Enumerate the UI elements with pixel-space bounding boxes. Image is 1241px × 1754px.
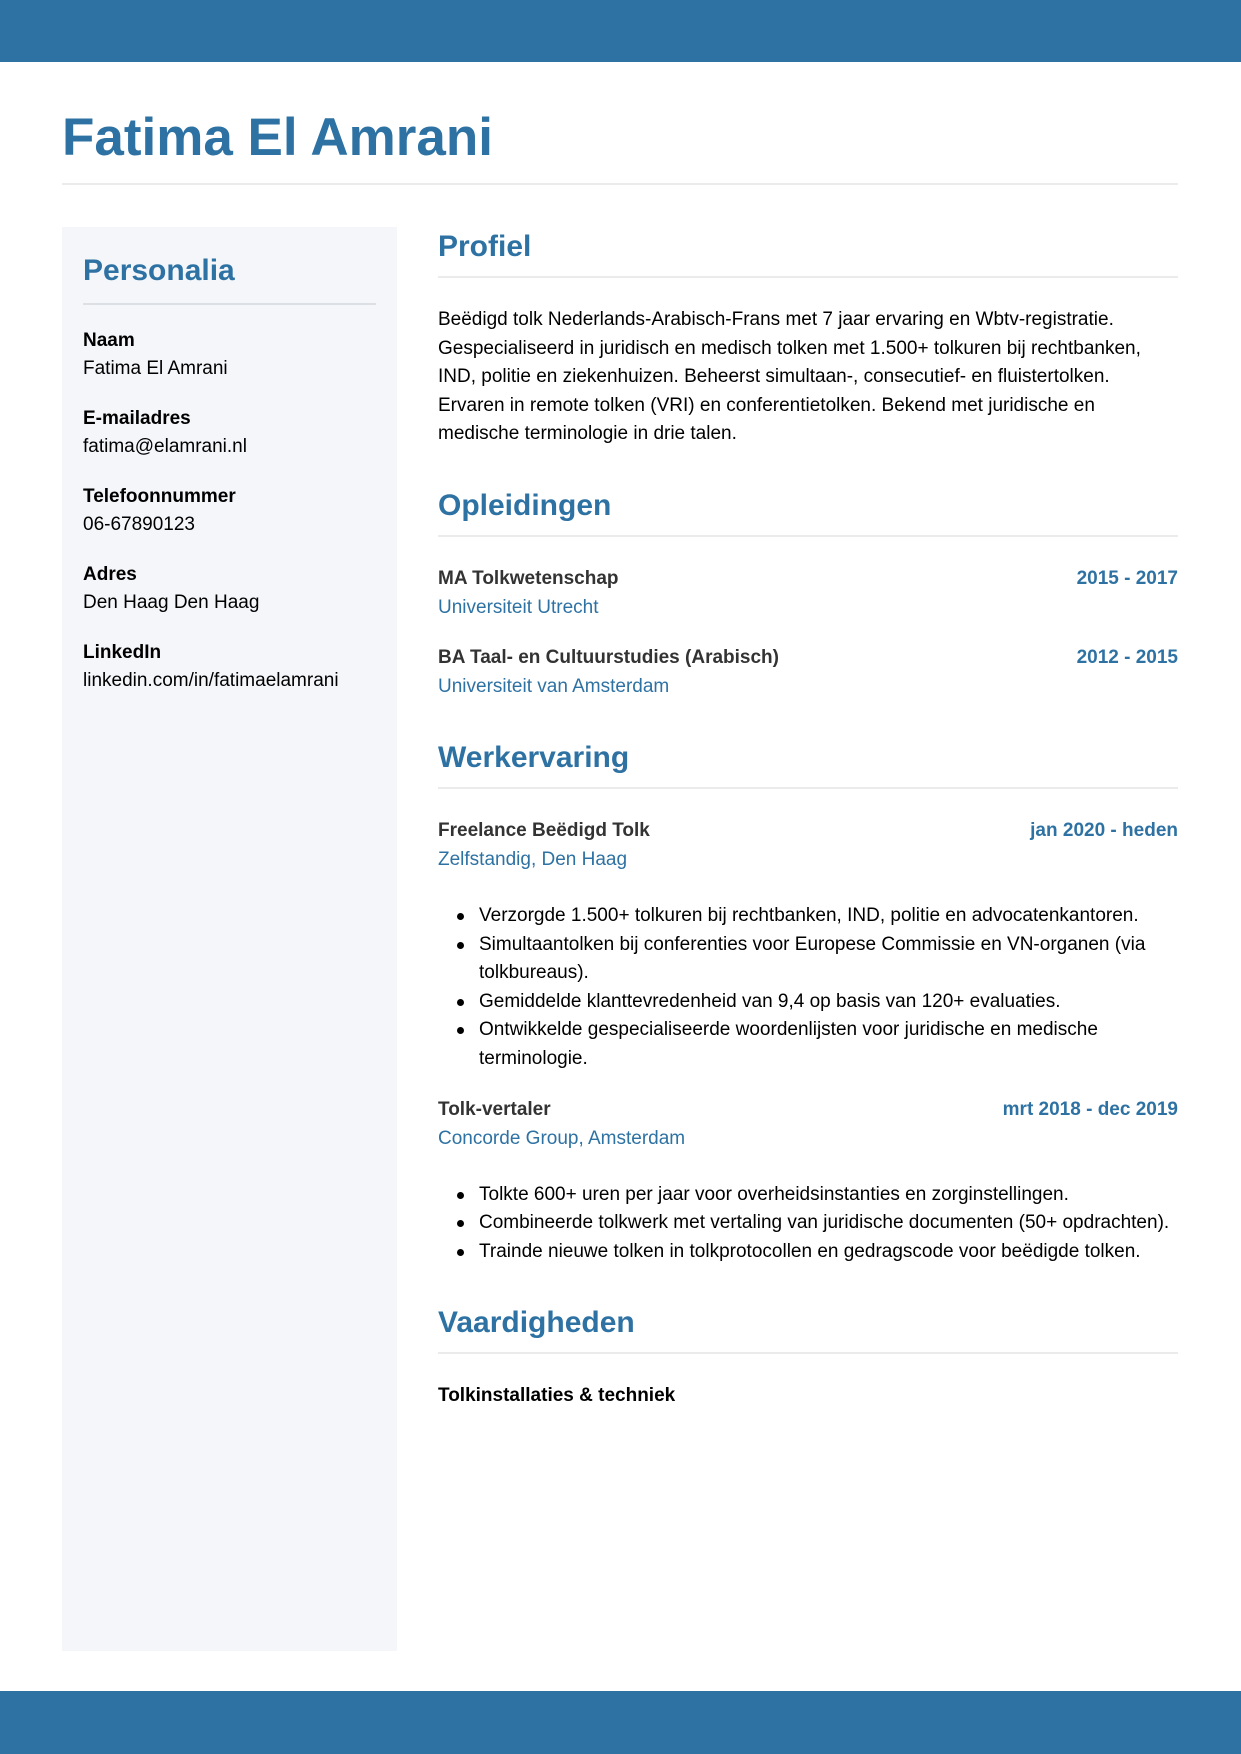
achievement-list <box>438 1181 1178 1267</box>
field-phone <box>83 483 376 539</box>
entry-dates: 2015 - 2017 <box>1076 567 1178 589</box>
field-label: Naam <box>83 330 135 351</box>
list-item <box>438 1181 1178 1210</box>
bullet-icon <box>457 1220 464 1227</box>
page-title: Fatima El Amrani <box>62 108 493 167</box>
profile-text: Beëdigd tolk Nederlands-Arabisch-Frans met 7 jaar ervaring en Wbtv-registratie. Gespecialiseerd in juridisch en medisch tolken met 1.500+ tolkuren bij rechtbanken, IND, politie en ziekenhuizen. Beheerst simultaan-, consecutief- en fluistertolken. Ervaren in remote tolken (VRI) en conferentietolken. Bekend met juridische en medische terminologie in drie talen. <box>438 309 1141 445</box>
bullet-text: Gemiddelde klanttevredenheid van 9,4 op basis van 120+ evaluaties. <box>479 990 1061 1012</box>
footer-band <box>0 1691 1241 1754</box>
achievement-list <box>438 902 1178 1074</box>
field-value: Fatima El Amrani <box>83 358 228 379</box>
section-skills <box>438 1298 1178 1410</box>
entry-title: Tolk-vertaler <box>438 1098 551 1120</box>
education-entry <box>438 565 1178 622</box>
bullet-icon <box>457 1192 464 1199</box>
entry-title: MA Tolkwetenschap <box>438 567 619 589</box>
sidebar-divider <box>83 303 376 305</box>
phone-value: 06-67890123 <box>83 514 195 535</box>
entry-institution: Universiteit Utrecht <box>438 596 599 618</box>
field-label: Adres <box>83 564 137 585</box>
sidebar-heading: Personalia <box>83 254 235 287</box>
section-heading: Profiel <box>438 230 532 263</box>
bullet-icon <box>457 999 464 1006</box>
list-item <box>438 1209 1178 1238</box>
bullet-icon <box>457 942 464 949</box>
entry-employer: Zelfstandig, Den Haag <box>438 848 628 870</box>
list-item <box>438 988 1178 1017</box>
bullet-icon <box>457 913 464 920</box>
bullet-icon <box>457 1249 464 1256</box>
linkedin-link[interactable]: linkedin.com/in/fatimaelamrani <box>83 670 339 691</box>
bullet-text: Verzorgde 1.500+ tolkuren bij rechtbanken, IND, politie en advocatenkantoren. <box>479 904 1139 926</box>
section-divider <box>438 276 1178 278</box>
bullet-text: Tolkte 600+ uren per jaar voor overheidsinstanties en zorginstellingen. <box>479 1183 1069 1205</box>
bullet-text: Simultaantolken bij conferenties voor Europese Commissie en VN-organen (via tolkbureaus). <box>479 933 1146 984</box>
header-band <box>0 0 1241 62</box>
bullet-text: Trainde nieuwe tolken in tolkprotocollen en gedragscode voor beëdigde tolken. <box>479 1240 1141 1262</box>
field-label: Telefoonnummer <box>83 486 236 507</box>
field-linkedin <box>83 639 376 695</box>
entry-dates: 2012 - 2015 <box>1076 646 1178 668</box>
title-divider <box>62 183 1178 185</box>
section-heading: Werkervaring <box>438 740 630 774</box>
experience-entry <box>438 1096 1178 1267</box>
entry-dates: jan 2020 - heden <box>1030 819 1178 841</box>
sidebar-personalia <box>62 227 397 1651</box>
section-divider <box>438 1352 1178 1354</box>
bullet-icon <box>457 1027 464 1034</box>
field-label: LinkedIn <box>83 642 162 663</box>
section-profile <box>438 222 1178 449</box>
main-content <box>438 222 1178 1410</box>
entry-title: BA Taal- en Cultuurstudies (Arabisch) <box>438 646 779 668</box>
field-email <box>83 405 376 461</box>
section-heading: Opleidingen <box>438 488 612 522</box>
list-item <box>438 931 1178 988</box>
address-value: Den Haag Den Haag <box>83 592 260 613</box>
bullet-text: Combineerde tolkwerk met vertaling van juridische documenten (50+ opdrachten). <box>479 1212 1170 1234</box>
list-item <box>438 902 1178 931</box>
list-item <box>438 1016 1178 1073</box>
field-name <box>83 327 376 383</box>
entry-title: Freelance Beëdigd Tolk <box>438 819 650 841</box>
skill-category: Tolkinstallaties & techniek <box>438 1385 676 1407</box>
field-address <box>83 561 376 617</box>
education-entry <box>438 644 1178 701</box>
entry-dates: mrt 2018 - dec 2019 <box>1002 1098 1178 1120</box>
section-divider <box>438 535 1178 537</box>
section-divider <box>438 787 1178 789</box>
entry-employer: Concorde Group, Amsterdam <box>438 1127 686 1149</box>
experience-entry <box>438 817 1178 1074</box>
section-experience <box>438 733 1178 1266</box>
list-item <box>438 1238 1178 1267</box>
bullet-text: Ontwikkelde gespecialiseerde woordenlijsten voor juridische en medische terminologie. <box>479 1019 1098 1069</box>
section-heading: Vaardigheden <box>438 1306 635 1340</box>
section-education <box>438 481 1178 701</box>
entry-institution: Universiteit van Amsterdam <box>438 675 670 697</box>
field-label: E-mailadres <box>83 408 191 429</box>
email-value[interactable]: fatima@elamrani.nl <box>83 436 247 457</box>
